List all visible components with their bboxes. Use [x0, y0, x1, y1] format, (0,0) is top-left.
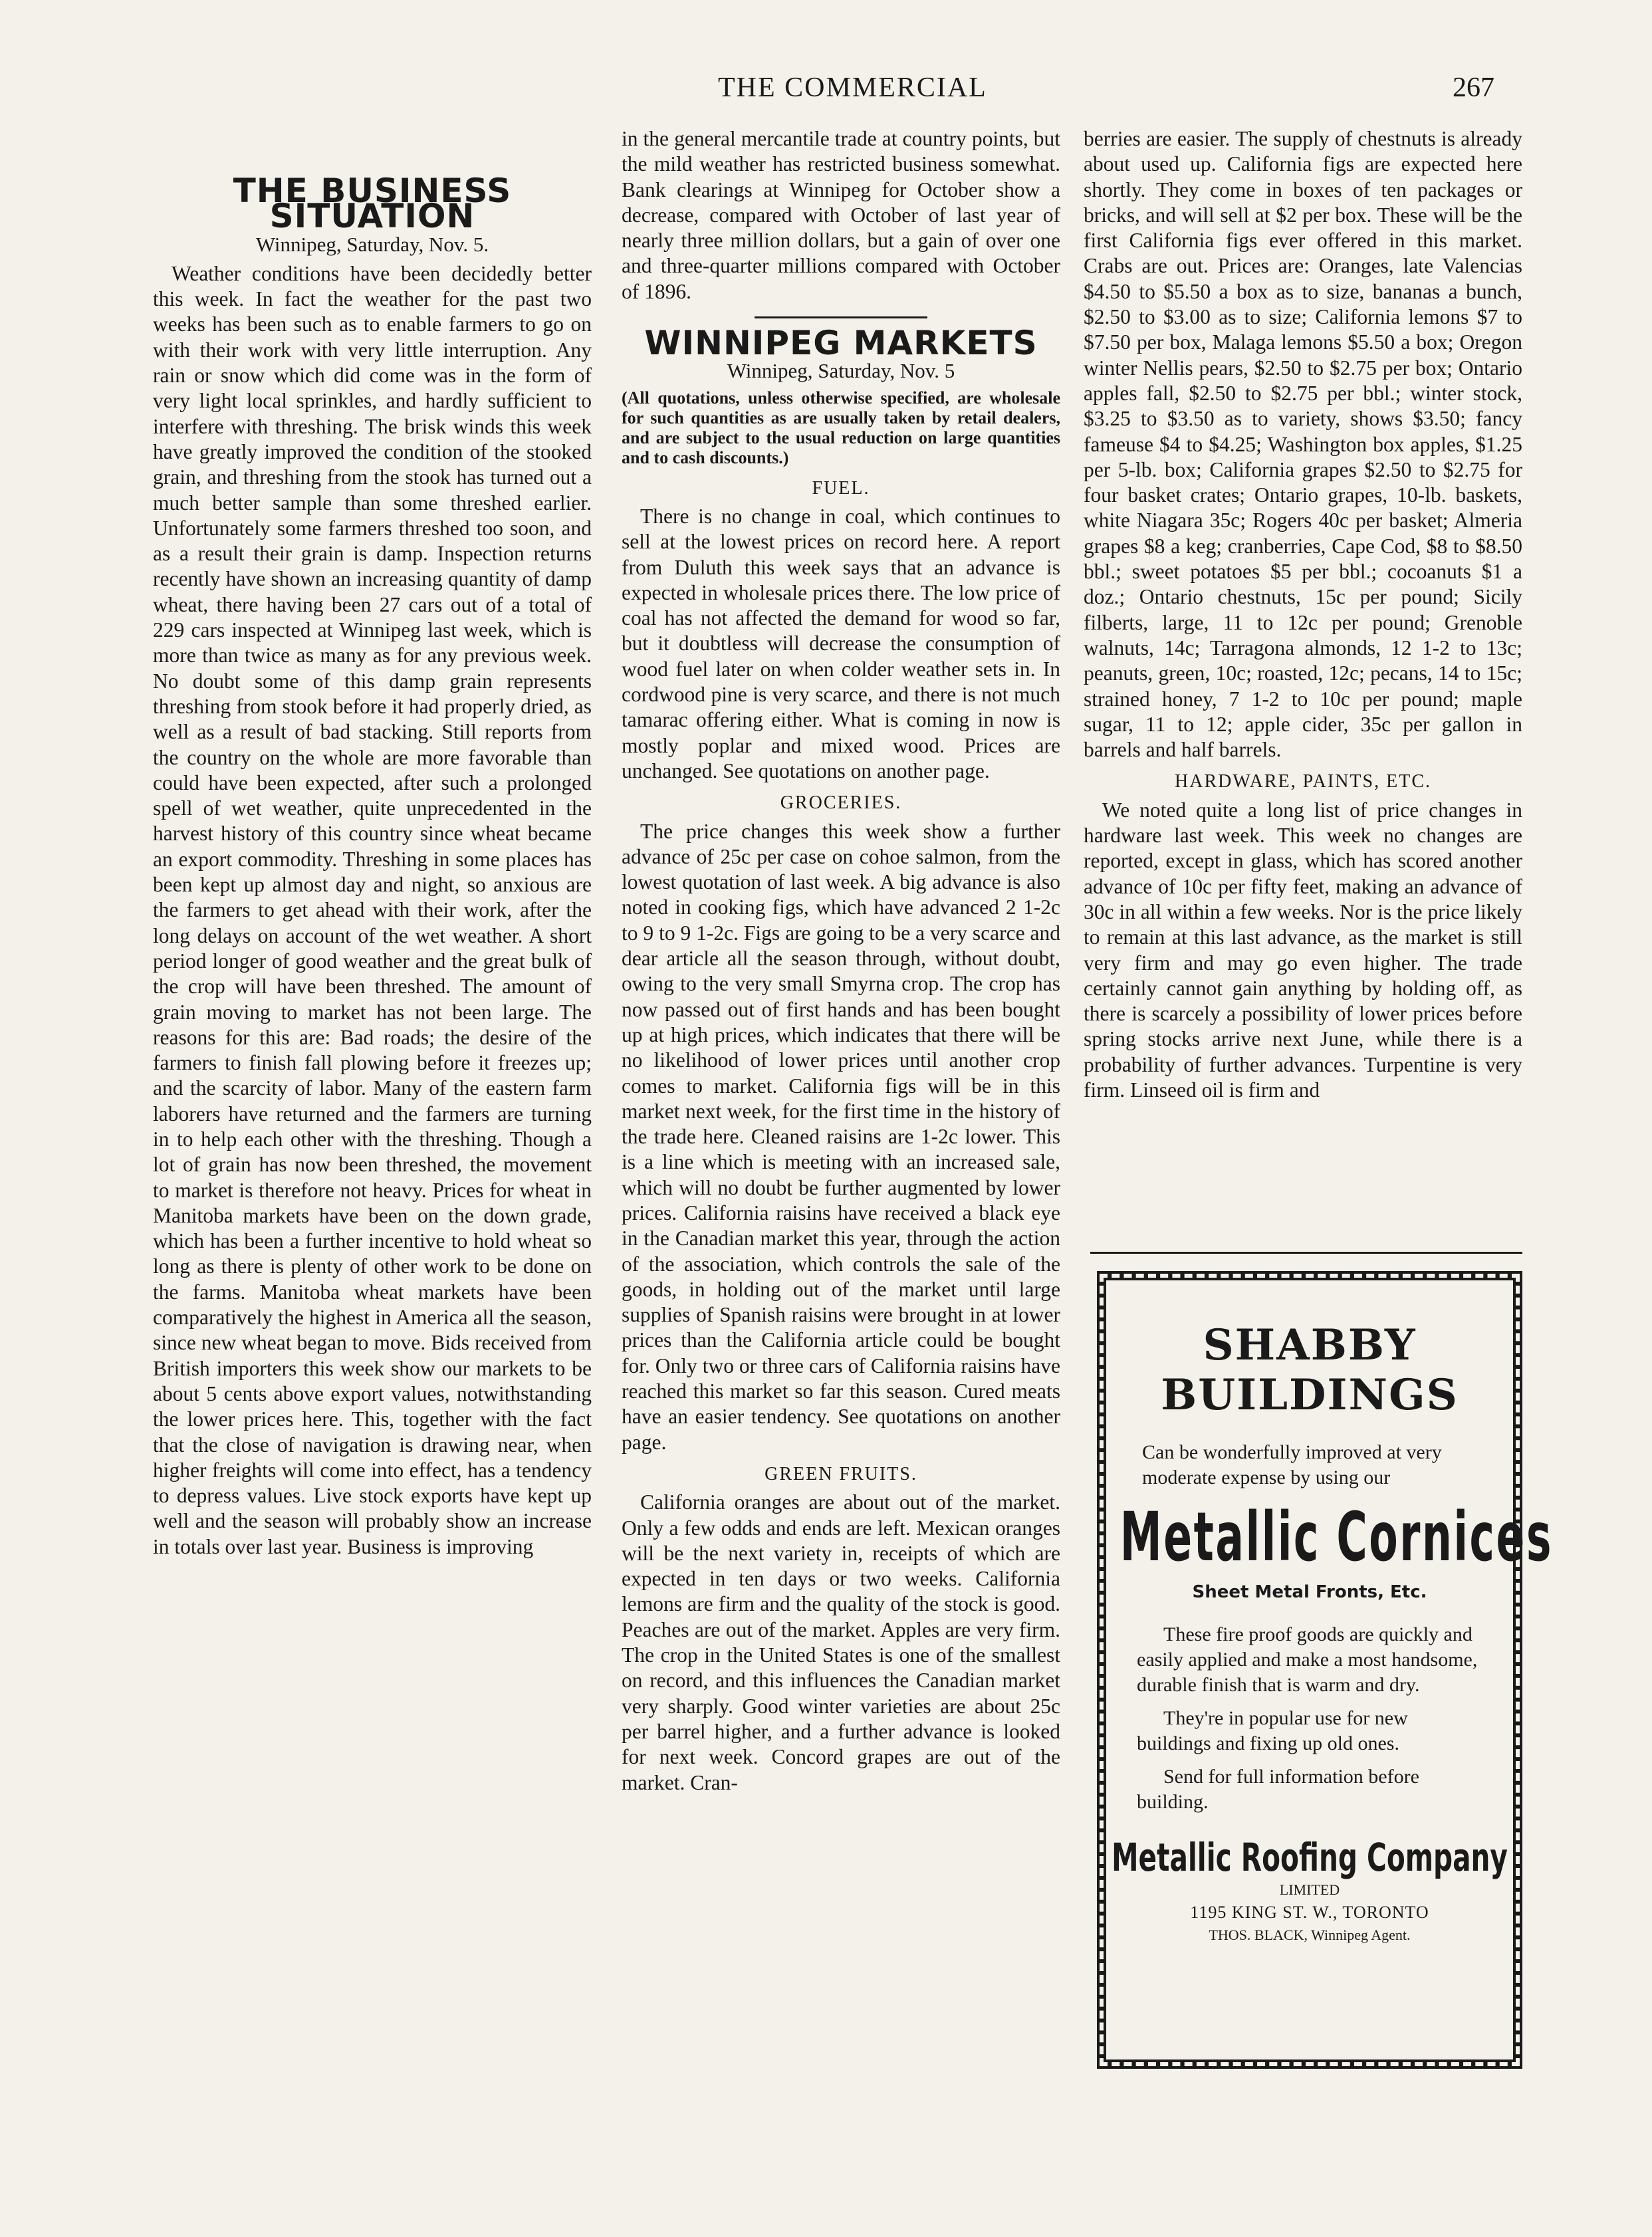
green-fruits-continued: berries are easier. The supply of chestnuts is already about used up. California figs are expected here shortly. They come in boxes of ten packages or bricks, and will sell at $2 per box. These will be the first California figs ever offered in this market. Crabs are out. Prices are: Oranges, late Valencias $4.50 to $5.50 a box as to size, bananas a bunch, $2.50 to $3.00 as to size; California lemons $7 to $7.50 per box, Malaga lemons $5.50 a box; Oregon winter Nellis pears, $2.50 to $2.75 per box; Ontario apples fall, $2.50 to $2.75 per bbl.; winter stock, $3.25 to $3.50 as to variety, shows $3.50; fancy fameuse $4 to $4.25; Washington box apples, $1.25 per 5-lb. box; California grapes $2.50 to $2.75 for four basket crates; Ontario grapes, 10-lb. baskets, white Niagara 35c; Rogers 40c per basket; Almeria grapes $8 a keg; cranberries, Cape Cod, $8 to $8.50 bbl.; sweet potatoes $5 per bbl.; cocoanuts $1 a doz.; Ontario chestnuts, 15c per pound; Sicily filberts, large, 11 to 12c per pound; Grenoble walnuts, 14c; Tarragona almonds, 12 1-2 to 13c; peanuts, green, 10c; roasted, 12c; pecans, 14 to 15c; strained honey, 7 1-2 to 10c per pound; maple sugar, 11 to 12; apple cider, 35c per gallon in barrels and half barrels.	[1084, 127, 1522, 762]
groceries-heading: GROCERIES.	[780, 792, 902, 814]
column-rule	[1090, 1252, 1522, 1254]
ad-product: Metallic Cornices	[1120, 1498, 1553, 1577]
ad-body-3: Send for full information before building.	[1137, 1766, 1419, 1813]
ad-company: Metallic Roofing Company	[1112, 1835, 1508, 1880]
ad-address: 1195 KING ST. W., TORONTO	[1190, 1903, 1429, 1922]
fuel-heading: FUEL.	[812, 477, 870, 499]
markets-note: (All quotations, unless otherwise specified, are wholesale for such quantities as are usually taken by retail dealers, and are subject to the usual reduction on large quantities and to cash discounts.)	[622, 388, 1060, 467]
ad-agent: THOS. BLACK, Winnipeg Agent.	[1209, 1927, 1411, 1943]
groceries-text: The price changes this week show a further advance of 25c per case on cohoe salmon, from the lowest quotation of last week. A big advance is also noted in cooking figs, which have advanced 2 1-2c to 9 to 9 1-2c. Figs are going to be a very scarce and dear article all the season through, without doubt, owing to the very small Smyrna crop. The crop has now passed out of first hands and has been bought up at high prices, which indicates that there will be no likelihood of lower prices until another crop comes to market. California figs will be in this market next week, for the first time in the history of the trade here. Cleaned raisins are 1-2c lower. This is a line which is meeting with an increased sale, which will no doubt be further augmented by lower prices. California raisins have received a black eye in the Canadian market this year, through the action of the association, which controls the sale of the goods, in holding out of the market until large supplies of Spanish raisins were brought in at lower prices than the California article could be bought for. Only two or three cars of California raisins have reached this market so far this season. Cured meats have an easier tendency. See quotations on another page.	[622, 819, 1060, 1454]
ad-subtitle: Sheet Metal Fronts, Etc.	[1192, 1582, 1427, 1602]
advertisement-box	[1097, 1271, 1553, 2069]
page-header-title: THE COMMERCIAL	[718, 72, 987, 103]
markets-heading: WINNIPEG MARKETS	[644, 324, 1038, 363]
hardware-text: We noted quite a long list of price changes in hardware last week. This week no changes are reported, except in glass, which has scored another advance of 10c per fifty feet, making an advance of 30c in all within a few weeks. Nor is the price likely to remain at this last advance, as the market is still very firm and may go even higher. The trade certainly cannot gain anything by holding off, as there is scarcely a possibility of lower prices before spring stocks arrive next June, while there is a probability of further advances. Turpentine is very firm. Linseed oil is firm and	[1084, 798, 1522, 1102]
page-number: 267	[1453, 72, 1494, 103]
column-2	[622, 126, 1060, 1796]
ad-intro: Can be wonderfully improved at very moderate expense by using our	[1142, 1441, 1442, 1488]
green-fruits-text: California oranges are about out of the market. Only a few odds and ends are left. Mexican oranges will be the next variety in, receipts of which are expected in ten days or two weeks. California lemons are firm and the quality of the stock is good. Peaches are out of the market. Apples are very firm. The crop in the United States is one of the smallest on record, and this influences the Canadian market very sharply. Good winter varieties are about 25c per barrel higher, and a further advance is looked for next week. Concord grapes are out of the market. Cran-	[622, 1490, 1060, 1794]
fuel-text: There is no change in coal, which continues to sell at the lowest prices on record here. A report from Duluth this week says that an advance is expected in wholesale prices there. The low price of coal has not affected the demand for wood so far, but it doubtless will decrease the consumption of wood fuel later on when colder weather sets in. In cordwood pine is very scarce, and there is not much tamarac offering either. What is coming in now is mostly poplar and mixed wood. Prices are unchanged. See quotations on another page.	[622, 504, 1060, 782]
business-text-continued: in the general mercantile trade at country points, but the mild weather has restricted business somewhat. Bank clearings at Winnipeg for October show a decrease, compared with October of last year of nearly three million dollars, but a gain of over one and three-quarter millions compared with October of 1896.	[622, 127, 1060, 303]
ad-body-2: They're in popular use for new buildings and fixing up old ones.	[1137, 1707, 1408, 1754]
ad-body-1: These fire proof goods are quickly and easily applied and make a most handsome, durable finish that is warm and dry.	[1137, 1623, 1478, 1696]
column-3	[1084, 126, 1522, 1103]
section-divider	[755, 316, 927, 318]
ad-title: SHABBY BUILDINGS	[1161, 1320, 1459, 1420]
green-fruits-heading: GREEN FRUITS.	[765, 1463, 917, 1484]
business-heading: THE BUSINESS SITUATION	[233, 172, 512, 236]
markets-dateline: Winnipeg, Saturday, Nov. 5	[727, 359, 955, 383]
column-1	[153, 172, 592, 1560]
business-dateline: Winnipeg, Saturday, Nov. 5.	[255, 232, 489, 256]
ad-limited: LIMITED	[1279, 1881, 1340, 1898]
business-text: Weather conditions have been decidedly better this week. In fact the weather for the past two weeks has been such as to enable farmers to go on with their work with very little interruption. Any rain or snow which did come was in the form of very light local sprinkles, and hardly sufficient to interfere with threshing. The brisk winds this week have greatly improved the condition of the stooked grain, and threshing from the stook has turned out a much better sample than some threshed earlier. Unfortunately some farmers threshed too soon, and as a result their grain is damp. Inspection returns recently have shown an increasing quantity of damp wheat, there having been 27 cars out of a total of 229 cars inspected at Winnipeg last week, which is more than twice as many as for any previous week. No doubt some of this damp grain represents threshing from stook before it had properly dried, as well as a result of bad stacking. Still reports from the country on the whole are more favorable than could have been expected, after such a prolonged spell of wet weather, quite unprecedented in the harvest history of this country since wheat became an export commodity. Threshing in some places has been kept up almost day and night, so anxious are the farmers to get ahead with their work, after the long delays on account of the wet weather. A short period longer of good weather and the great bulk of the crop will have been threshed. The amount of grain moving to market has not been large. The reasons for this are: Bad roads; the desire of the farmers to finish fall plowing before it freezes up; and the scarcity of labor. Many of the eastern farm laborers have returned and the farmers are turning in to help each other with the threshing. Though a lot of grain has now been threshed, the movement to market is therefore not heavy. Prices for wheat in Manitoba markets have been on the down grade, which has been a further incentive to hold wheat so long as there is plenty of other work to be done on the farms. Manitoba wheat markets have been comparatively the highest in America all the season, since new wheat began to move. Bids received from British importers this week show our markets to be about 5 cents above export values, notwithstanding the lower prices here. This, together with the fact that the close of navigation is drawing near, when higher freights will come into effect, has a tendency to depress values. Live stock exports have kept up well and the season will probably show an increase in totals over last year. Business is improving	[153, 261, 592, 1558]
hardware-heading: HARDWARE, PAINTS, ETC.	[1175, 771, 1431, 792]
